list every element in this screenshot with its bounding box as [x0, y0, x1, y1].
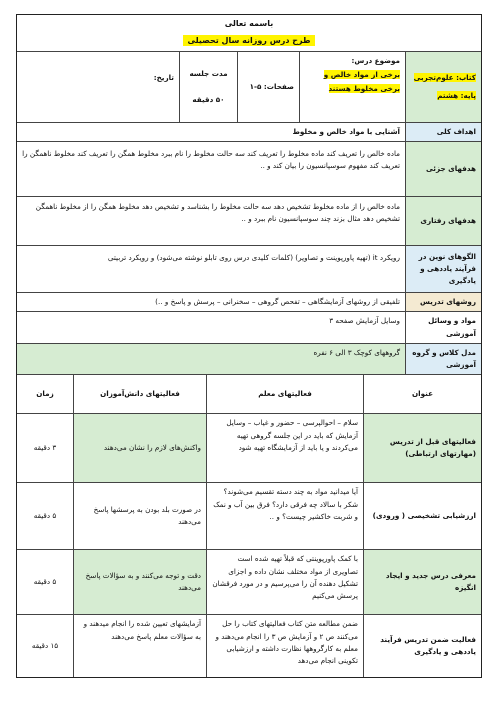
- activity-time: ۵ دقیقه: [33, 577, 57, 587]
- activity-time: ۱۵ دقیقه: [31, 641, 59, 651]
- grade-label: پایه: هشتم: [437, 91, 476, 100]
- topic-cell: [299, 52, 405, 122]
- teacher-activity: آیا میدانید مواد به چند دسته تقسیم می‌شوند؟ شکر با سالاد چه فرقی دارد؟ فرق بین آب و نمک و شربت خاکشیر چیست؟ و ..: [206, 483, 363, 549]
- pages-label: صفحات: ۵-۱: [249, 81, 294, 91]
- materials-text: وسایل آزمایش صفحه ۳: [329, 316, 400, 326]
- teacher-activity: سلام – احوالپرسی – حضور و غیاب – وسایل آزمایش که باید در این جلسه گروهی تهیه می‌کردند و یا باید از آزمایشگاه تهیه شود: [206, 414, 363, 482]
- general-goal-row: [17, 123, 481, 142]
- duration-label: مدت جلسه: [189, 68, 228, 78]
- activity-title: فعالیت ضمن تدریس فرآیند یاددهی و یادگیری: [363, 615, 481, 677]
- methods-row: [17, 293, 481, 312]
- materials-label: مواد و وسائل آموزشی: [405, 312, 481, 342]
- activity-title: فعالیتهای قبل از تدریس (مهارتهای ارتباطی): [363, 414, 481, 482]
- book-label: کتاب: علوم‌تجربی: [413, 72, 476, 82]
- class-model-text: گروههای کوچک ۳ الی ۶ نفره: [17, 344, 405, 374]
- topic-line-2: برخی مخلوط هستند: [328, 84, 400, 94]
- methods-text: تلفیقی از روشهای آزمایشگاهی – تفحص گروهی – سخنرانی – پرسش و پاسخ و ..): [155, 297, 400, 307]
- duration-cell: [179, 52, 237, 122]
- student-activity: دقت و توجه می‌کنند و به سؤالات پاسخ می‌دهند: [73, 550, 206, 614]
- partial-goal-row: [17, 142, 481, 197]
- info-row: [17, 52, 481, 123]
- patterns-label: الگوهای نوین در فرآیند یاددهی و یادگیری: [405, 246, 481, 292]
- teacher-activity: ضمن مطالعه متن کتاب فعالیتهای کتاب را حل می‌کنند ص ۲ و آزمایش ص ۳ را انجام می‌دهند و معلم به کارگروهها نظارت داشته و ارزشیابی تکوینی انجام می‌دهد: [206, 615, 363, 677]
- pages-cell: [237, 52, 299, 122]
- topic-label: موضوع درس:: [351, 56, 400, 65]
- methods-label: روشهای تدریس: [405, 293, 481, 311]
- col-teacher: فعالیتهای معلم: [206, 375, 363, 413]
- activity-title: معرفی درس جدید و ایجاد انگیزه: [363, 550, 481, 614]
- table-row: [17, 550, 481, 615]
- student-activity: آزمایشهای تعیین شده را انجام میدهند و به سؤالات معلم پاسخ می‌دهند: [73, 615, 206, 677]
- topic-line-1: برخی از مواد خالص و: [323, 70, 400, 80]
- bismillah: باسمه تعالی: [224, 19, 274, 28]
- activity-title: ارزشیابی تشخیصی ( ورودی): [363, 483, 481, 549]
- date-cell: [17, 52, 179, 122]
- col-time: زمان: [36, 389, 54, 399]
- teacher-activity: با کمک پاورپوینتی که قبلاً تهیه شده است تصاویری از مواد مختلف نشان داده و اجزای تشکیل دهنده آن را می‌پرسیم و در مورد فرقشان پرسش می‌کنیم: [206, 550, 363, 614]
- partial-goal-text: ماده خالص را تعریف کند ماده مخلوط را تعریف کند سه حالت مخلوط را نام ببرد مخلوط همگن را تعریف کند مخلوط ناهمگن را تعریف کند مفهوم سوسپانسیون را بیان کند و ..: [22, 149, 400, 171]
- student-activity: واکنش‌های لازم را نشان می‌دهند: [73, 414, 206, 482]
- general-goal-text: آشنایی با مواد خالص و مخلوط: [292, 127, 400, 136]
- behavior-goal-row: [17, 197, 481, 246]
- class-model-row: [17, 344, 481, 375]
- behavior-goal-label: هدفهای رفتاری: [405, 197, 481, 245]
- general-goal-label: اهداف کلی: [405, 123, 481, 141]
- activity-time: ۳ دقیقه: [33, 443, 57, 453]
- header: [17, 15, 481, 52]
- col-title: عنوان: [363, 375, 481, 413]
- activities-header-row: [17, 375, 481, 414]
- patterns-text: رویکرد it (تهیه پاورپوینت و تصاویر) (کلمات کلیدی درس روی تابلو نوشته می‌شود) و رویکرد تربیتی: [107, 253, 400, 263]
- book-cell: [405, 52, 481, 122]
- table-row: [17, 483, 481, 550]
- student-activity: در صورت بلد بودن به پرسشها پاسخ می‌دهند: [73, 483, 206, 549]
- patterns-row: [17, 246, 481, 293]
- materials-row: [17, 312, 481, 343]
- duration-value: ۵۰ دقیقه: [192, 95, 225, 104]
- plan-title: طرح درس روزانه سال تحصیلی: [183, 35, 314, 46]
- col-students: فعالیتهای دانش‌آموزان: [73, 375, 206, 413]
- table-row: [17, 615, 481, 677]
- lesson-plan-sheet: [16, 14, 482, 678]
- behavior-goal-text: ماده خالص را از ماده مخلوط تشخیص دهد سه حالت مخلوط را بشناسد و تشخیص دهد مخلوط همگن را از مخلوط ناهمگن تشخیص دهد مثال بزند چند سوسپانسیون نام ببرد و ..: [35, 202, 400, 224]
- table-row: [17, 414, 481, 483]
- date-label: تاریخ:: [153, 73, 174, 82]
- activity-time: ۵ دقیقه: [33, 511, 57, 521]
- class-model-label: مدل کلاس و گروه آموزشی: [405, 344, 481, 374]
- partial-goal-label: هدفهای جزئی: [405, 142, 481, 196]
